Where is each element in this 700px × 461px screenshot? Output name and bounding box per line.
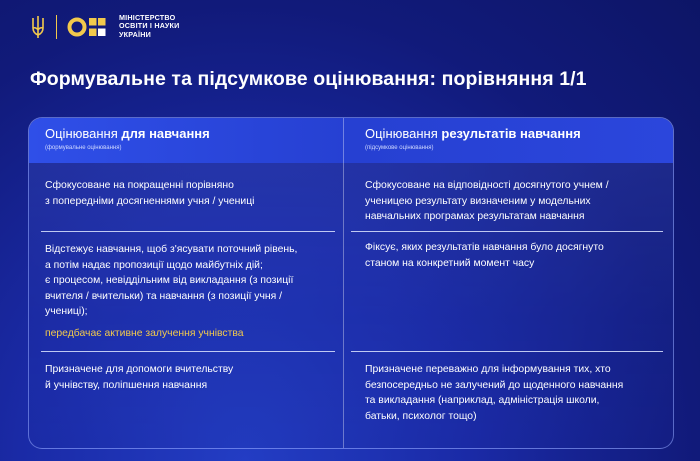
cell-line: Сфокусоване на покращенні порівняно	[45, 180, 234, 191]
column-heading-bold: результатів навчання	[441, 126, 581, 141]
cell-line: безпосередньо не залучений до щоденного навчання	[365, 379, 624, 391]
cell-line: є процесом, невіддільним від викладання (з позиції	[45, 275, 294, 286]
row-divider	[351, 351, 663, 352]
cell-line: й учнівству, поліпшення навчання	[45, 379, 208, 391]
column-heading-text: Оцінювання	[365, 126, 442, 141]
table-cell-row1-right	[365, 178, 665, 225]
cell-line: вчителя / вчительки) та навчання (з позиції учня /	[45, 290, 283, 302]
table-cell-row1-left	[45, 178, 335, 209]
comparison-table	[28, 117, 674, 449]
row-divider	[351, 231, 663, 232]
ministry-line: УКРАЇНИ	[119, 29, 151, 39]
column-subtitle: (підсумкове оцінювання)	[365, 145, 434, 151]
ministry-line: ОСВІТИ І НАУКИ	[119, 21, 180, 31]
cell-line: Відстежує навчання, щоб з'ясувати поточний рівень,	[45, 244, 298, 255]
column-heading-formative	[45, 126, 210, 151]
cell-line: а потім надає пропозиції щодо майбутніх дій;	[45, 259, 263, 271]
table-cell-row2-right	[365, 240, 665, 271]
header-divider	[56, 15, 57, 39]
cell-line: ученицею результату визначеним у модельних	[365, 195, 591, 207]
column-heading-text: Оцінювання	[45, 126, 122, 141]
ministry-name	[119, 14, 179, 39]
table-cell-row3-left	[45, 362, 335, 393]
cell-line: станом на конкретний момент часу	[365, 257, 535, 269]
cell-accent-line: передбачає активне залучення учнівства	[45, 327, 244, 339]
cell-line: Призначене переважно для інформування тих, хто	[365, 364, 611, 375]
table-cell-row2-left	[45, 242, 339, 341]
column-heading-bold: для навчання	[121, 126, 210, 141]
ministry-line: МІНІСТЕРСТВО	[119, 13, 176, 22]
cell-line: Сфокусоване на відповідності досягнутого учнем /	[365, 180, 609, 191]
column-divider	[343, 118, 344, 448]
header	[30, 14, 179, 39]
cell-line: навчальних програмах результатам навчання	[365, 211, 585, 222]
column-heading-summative	[365, 126, 581, 151]
row-divider	[41, 231, 335, 232]
cell-line: учениці);	[45, 306, 88, 317]
page-title: Формувальне та підсумкове оцінювання: порівняння 1/1	[30, 68, 587, 90]
cell-line: з попередніми досягненнями учня / учениці	[45, 195, 255, 207]
column-subtitle: (формувальне оцінювання)	[45, 145, 122, 151]
ministry-logo-icon	[67, 15, 111, 39]
cell-line: Фіксує, яких результатів навчання було досягнуто	[365, 242, 604, 253]
cell-line: Призначене для допомоги вчительству	[45, 364, 234, 375]
table-cell-row3-right	[365, 362, 665, 424]
row-divider	[41, 351, 335, 352]
cell-line: батьки, психолог тощо)	[365, 410, 477, 422]
trident-emblem-icon	[30, 15, 46, 39]
cell-line: та викладання (наприклад, адміністрація школи,	[365, 395, 600, 406]
